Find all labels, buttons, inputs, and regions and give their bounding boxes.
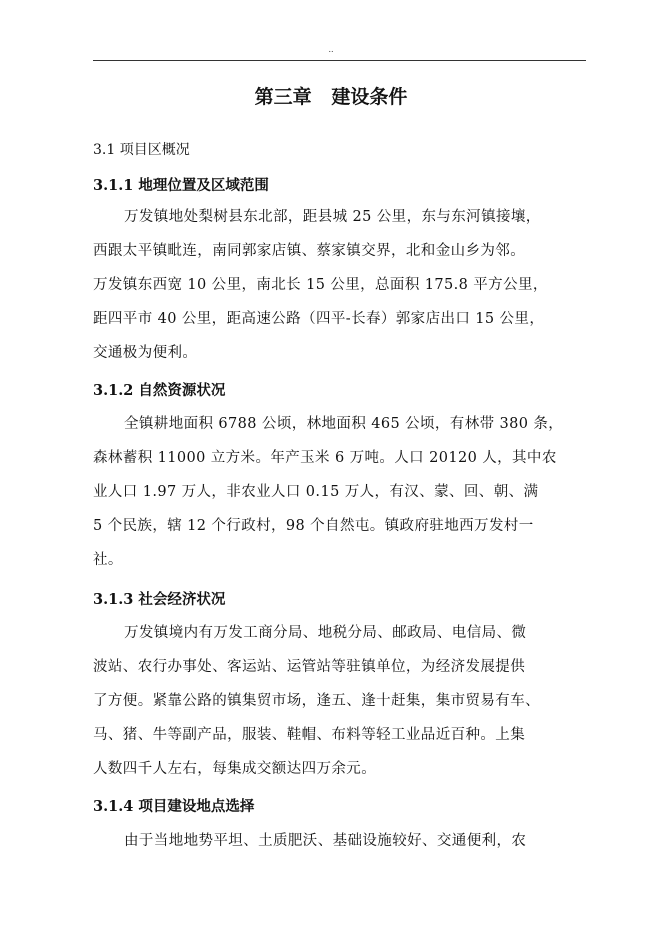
paragraph-natural-resources — [93, 414, 586, 584]
subsection-title-3-1-4: 3.1.4 项目建设地点选择 — [93, 798, 255, 815]
paragraph-line: 业人口 1.97 万人，非农业人口 0.15 万人，有汉、蒙、回、朝、满 — [93, 484, 539, 500]
subsection-title-3-1-1: 3.1.1 地理位置及区域范围 — [93, 177, 269, 194]
subsection-title-3-1-3: 3.1.3 社会经济状况 — [93, 591, 226, 608]
page-header-mark: .. — [328, 45, 334, 54]
paragraph-location — [93, 207, 586, 377]
chapter-title: 第三章 建设条件 — [254, 86, 408, 108]
paragraph-line: 马、猪、牛等副产品，服装、鞋帽、布料等轻工业品近百种。上集 — [93, 727, 526, 743]
paragraph-line: 交通极为便利。 — [93, 345, 198, 361]
paragraph-line: 5 个民族，辖 12 个行政村，98 个自然屯。镇政府驻地西万发村一 — [93, 518, 534, 534]
paragraph-line: 万发镇境内有万发工商分局、地税分局、邮政局、电信局、微 — [124, 625, 527, 641]
paragraph-line: 人数四千人左右，每集成交额达四万余元。 — [93, 761, 377, 777]
paragraph-line: 了方便。紧靠公路的镇集贸市场，逢五、逢十赶集，集市贸易有车、 — [93, 693, 540, 709]
subsection-title-3-1-2: 3.1.2 自然资源状况 — [93, 382, 226, 399]
paragraph-site-selection — [93, 831, 586, 865]
paragraph-socioeconomic — [93, 623, 586, 793]
paragraph-line: 社。 — [93, 552, 123, 568]
paragraph-line: 万发镇地处梨树县东北部，距县城 25 公里，东与东河镇接壤， — [124, 209, 541, 225]
paragraph-line: 万发镇东西宽 10 公里，南北长 15 公里，总面积 175.8 平方公里， — [93, 277, 548, 293]
paragraph-line: 全镇耕地面积 6788 公顷，林地面积 465 公顷，有林带 380 条， — [124, 416, 564, 432]
paragraph-line: 距四平市 40 公里，距高速公路（四平-长春）郭家店出口 15 公里， — [93, 311, 545, 327]
header-divider — [93, 60, 586, 61]
paragraph-line: 西跟太平镇毗连，南同郭家店镇、蔡家镇交界，北和金山乡为邻。 — [93, 243, 526, 259]
paragraph-line: 森林蓄积 11000 立方米。年产玉米 6 万吨。人口 20120 人，其中农 — [93, 450, 557, 466]
section-title: 3.1 项目区概况 — [93, 142, 190, 158]
paragraph-line: 波站、农行办事处、客运站、运管站等驻镇单位，为经济发展提供 — [93, 659, 526, 675]
paragraph-line: 由于当地地势平坦、土质肥沃、基础设施较好、交通便利，农 — [124, 833, 527, 849]
